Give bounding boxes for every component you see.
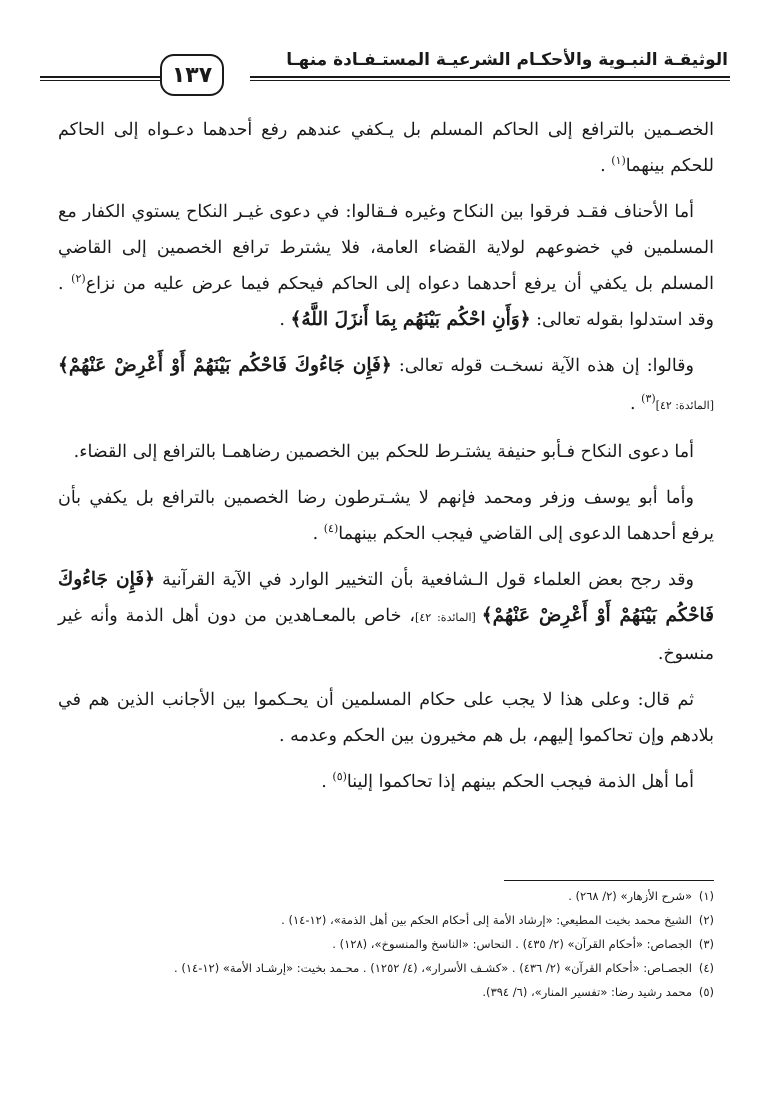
footnote-number: (٤)	[698, 961, 714, 975]
verse-citation: [المائدة: ٤٢]	[655, 399, 714, 412]
paragraph	[58, 682, 714, 754]
header-title: الوثيقـة النبـوية والأحكـام الشرعيـة المستـفـادة منهـا	[286, 50, 728, 70]
footnote-ref: (١)	[611, 154, 626, 168]
body-text	[58, 112, 714, 810]
paragraph-text: .	[321, 772, 333, 792]
footnote	[58, 980, 714, 1004]
footnote-ref: (٥)	[332, 770, 347, 784]
quran-verse: ﴿وَأَنِ احْكُم بَيْنَهُم بِمَا أَنزَلَ اللَّهُ﴾	[290, 309, 531, 330]
paragraph-text: ثم قال: وعلى هذا لا يجب على حكام المسلمين أن يحـكموا بين الأجانب الذين هم في بلادهم وإن تحاكموا إليهم، بل هم مخيرون بين الحكم وعدمه .	[58, 690, 714, 746]
footnote-text: الجصاص: «أحكام القرآن» (٢/ ٤٣٥) . النحاس: «الناسخ والمنسوخ»، (١٢٨) .	[332, 937, 692, 951]
paragraph-text: أما أهل الذمة فيجب الحكم بينهم إذا تحاكموا إلينا	[346, 772, 694, 792]
footnote	[58, 908, 714, 932]
footnote-text: «شرح الأزهار» (٢/ ٢٦٨) .	[568, 889, 692, 903]
footnote-text: محمد رشيد رضا: «تفسير المنار»، (٦/ ٣٩٤).	[482, 985, 692, 999]
quran-verse: ﴿فَإِن جَاءُوكَ فَاحْكُم بَيْنَهُمْ أَوْ أَعْرِضْ عَنْهُمْ﴾	[58, 355, 392, 376]
footnote-text: الشيخ محمد بخيت المطيعي: «إرشاد الأمة إلى أحكام الحكم بين أهل الذمة»، (١٢-١٤) .	[281, 913, 692, 927]
page-number: ١٣٧	[160, 54, 224, 96]
paragraph-text: وقالوا: إن هذه الآية نسخـت قوله تعالى:	[391, 356, 694, 376]
header-rule-right-thick	[250, 76, 730, 78]
paragraph	[58, 112, 714, 184]
paragraph	[58, 764, 714, 800]
verse-citation: [المائدة: ٤٢]	[415, 611, 482, 624]
paragraph-text: أما دعوى النكاح فـأبو حنيفة يشتـرط للحكم بين الخصمين رضاهمـا بالترافع إلى القضاء.	[73, 442, 694, 462]
header-rule-left-thick	[40, 76, 160, 78]
header-rule-left-thin	[40, 80, 160, 81]
paragraph-text: .	[630, 394, 642, 414]
footnote-number: (١)	[698, 889, 714, 903]
footnotes	[58, 884, 714, 1004]
footnote	[58, 884, 714, 908]
footnote-number: (٥)	[698, 985, 714, 999]
paragraph	[58, 434, 714, 470]
footnote-separator	[504, 880, 714, 881]
paragraph-text: .	[279, 310, 291, 330]
paragraph-text: الخصـمين بالترافع إلى الحاكم المسلم بل يـكفي عندهم رفع أحدهما دعـواه إلى الحاكم للحكم بينهما	[58, 120, 714, 176]
footnote	[58, 956, 714, 980]
footnote-ref: (٤)	[323, 522, 339, 536]
paragraph-text: .	[312, 524, 324, 544]
paragraph-text: .	[600, 156, 612, 176]
paragraph-text: وأما أبو يوسف وزفر ومحمد فإنهم لا يشـترطون رضا الخصمين بالترافع بل يكفي بأن يرفع أحدهما الدعوى إلى القاضي فيجب الحكم بينهما	[58, 488, 714, 544]
paragraph	[58, 348, 714, 424]
footnote-number: (٢)	[698, 913, 714, 927]
footnote-text: الجصـاص: «أحكام القرآن» (٢/ ٤٣٦) . «كشـف الأسرار»، (٤/ ١٢٥٢) . محـمد بخيت: «إرشـاد الأمة» (١٢-١٤) .	[174, 961, 692, 975]
paragraph-text: وقد رجح بعض العلماء قول الـشافعية بأن التخيير الوارد في الآية القرآنية	[154, 570, 694, 590]
footnote-ref: (٢)	[71, 272, 86, 286]
paragraph	[58, 194, 714, 338]
paragraph-text: أما الأحناف فقـد فرقوا بين النكاح وغيره فـقالوا: في دعوى غيـر النكاح يستوي الكفار مع المسلمين في خضوعهم لولاية القضاء العامة، فلا يشترط ترافع الخصمين إلى القاضي المسلم بل يكفي أن يرفع أحدهما دعواه إلى الحاكم فيحكم فيما عرض عليه من نزاع	[58, 202, 714, 294]
paragraph	[58, 480, 714, 552]
header-rule-right-thin	[250, 80, 730, 81]
footnote	[58, 932, 714, 956]
footnote-ref: (٣)	[641, 392, 656, 406]
paragraph-text: . وقد استدلوا بقوله تعالى:	[58, 274, 714, 330]
footnote-number: (٣)	[698, 937, 714, 951]
quran-verse: ﴿فَإِن جَاءُوكَ فَاحْكُم بَيْنَهُمْ أَوْ أَعْرِضْ عَنْهُمْ﴾	[58, 569, 714, 626]
paragraph-text: ، خاص بالمعـاهدين من دون أهل الذمة وأنه غير منسوخ.	[58, 606, 714, 664]
paragraph	[58, 562, 714, 672]
running-header	[40, 40, 730, 100]
